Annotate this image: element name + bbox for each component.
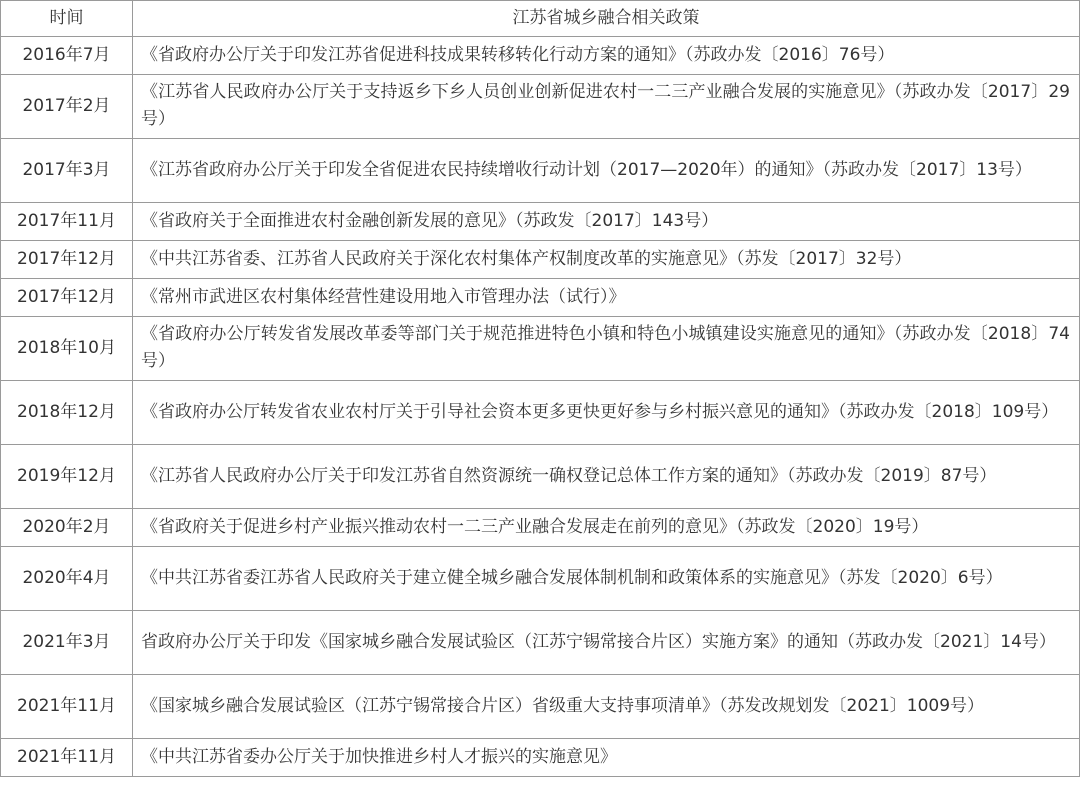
table-row <box>1 279 1080 317</box>
time-cell: 2020年2月 <box>1 509 133 547</box>
table-row <box>1 445 1080 509</box>
time-cell: 2018年12月 <box>1 381 133 445</box>
policy-cell: 《省政府办公厅转发省农业农村厅关于引导社会资本更多更快更好参与乡村振兴意见的通知》（苏政办发〔2018〕109号） <box>133 381 1080 445</box>
table-row <box>1 381 1080 445</box>
table-row <box>1 509 1080 547</box>
policy-cell: 《常州市武进区农村集体经营性建设用地入市管理办法（试行）》 <box>133 279 1080 317</box>
table-row <box>1 739 1080 777</box>
time-cell: 2021年11月 <box>1 675 133 739</box>
policy-cell: 《江苏省人民政府办公厅关于印发江苏省自然资源统一确权登记总体工作方案的通知》（苏政办发〔2019〕87号） <box>133 445 1080 509</box>
table-row <box>1 547 1080 611</box>
table-row <box>1 37 1080 75</box>
policy-cell: 《省政府办公厅关于印发江苏省促进科技成果转移转化行动方案的通知》（苏政办发〔2016〕76号） <box>133 37 1080 75</box>
time-cell: 2019年12月 <box>1 445 133 509</box>
time-cell: 2020年4月 <box>1 547 133 611</box>
time-cell: 2021年11月 <box>1 739 133 777</box>
policy-cell: 《江苏省政府办公厅关于印发全省促进农民持续增收行动计划（2017—2020年）的通知》（苏政办发〔2017〕13号） <box>133 139 1080 203</box>
header-time: 时间 <box>1 1 133 37</box>
time-cell: 2017年3月 <box>1 139 133 203</box>
time-cell: 2016年7月 <box>1 37 133 75</box>
policy-cell: 《省政府关于全面推进农村金融创新发展的意见》（苏政发〔2017〕143号） <box>133 203 1080 241</box>
time-cell: 2021年3月 <box>1 611 133 675</box>
policy-cell: 《省政府办公厅转发省发展改革委等部门关于规范推进特色小镇和特色小城镇建设实施意见的通知》（苏政办发〔2018〕74号） <box>133 317 1080 381</box>
table-row <box>1 317 1080 381</box>
policy-cell: 省政府办公厅关于印发《国家城乡融合发展试验区（江苏宁锡常接合片区）实施方案》的通知（苏政办发〔2021〕14号） <box>133 611 1080 675</box>
time-cell: 2017年11月 <box>1 203 133 241</box>
policy-cell: 《中共江苏省委办公厅关于加快推进乡村人才振兴的实施意见》 <box>133 739 1080 777</box>
table-row <box>1 611 1080 675</box>
time-cell: 2018年10月 <box>1 317 133 381</box>
table-row <box>1 75 1080 139</box>
policy-cell: 《江苏省人民政府办公厅关于支持返乡下乡人员创业创新促进农村一二三产业融合发展的实施意见》（苏政办发〔2017〕29号） <box>133 75 1080 139</box>
policy-cell: 《中共江苏省委江苏省人民政府关于建立健全城乡融合发展体制机制和政策体系的实施意见》（苏发〔2020〕6号） <box>133 547 1080 611</box>
table-row <box>1 241 1080 279</box>
policy-cell: 《国家城乡融合发展试验区（江苏宁锡常接合片区）省级重大支持事项清单》（苏发改规划发〔2021〕1009号） <box>133 675 1080 739</box>
policy-cell: 《中共江苏省委、江苏省人民政府关于深化农村集体产权制度改革的实施意见》（苏发〔2017〕32号） <box>133 241 1080 279</box>
policy-cell: 《省政府关于促进乡村产业振兴推动农村一二三产业融合发展走在前列的意见》（苏政发〔2020〕19号） <box>133 509 1080 547</box>
header-row <box>1 1 1080 37</box>
table-row <box>1 203 1080 241</box>
time-cell: 2017年12月 <box>1 279 133 317</box>
table-row <box>1 675 1080 739</box>
header-policy: 江苏省城乡融合相关政策 <box>133 1 1080 37</box>
table-row <box>1 139 1080 203</box>
time-cell: 2017年12月 <box>1 241 133 279</box>
time-cell: 2017年2月 <box>1 75 133 139</box>
